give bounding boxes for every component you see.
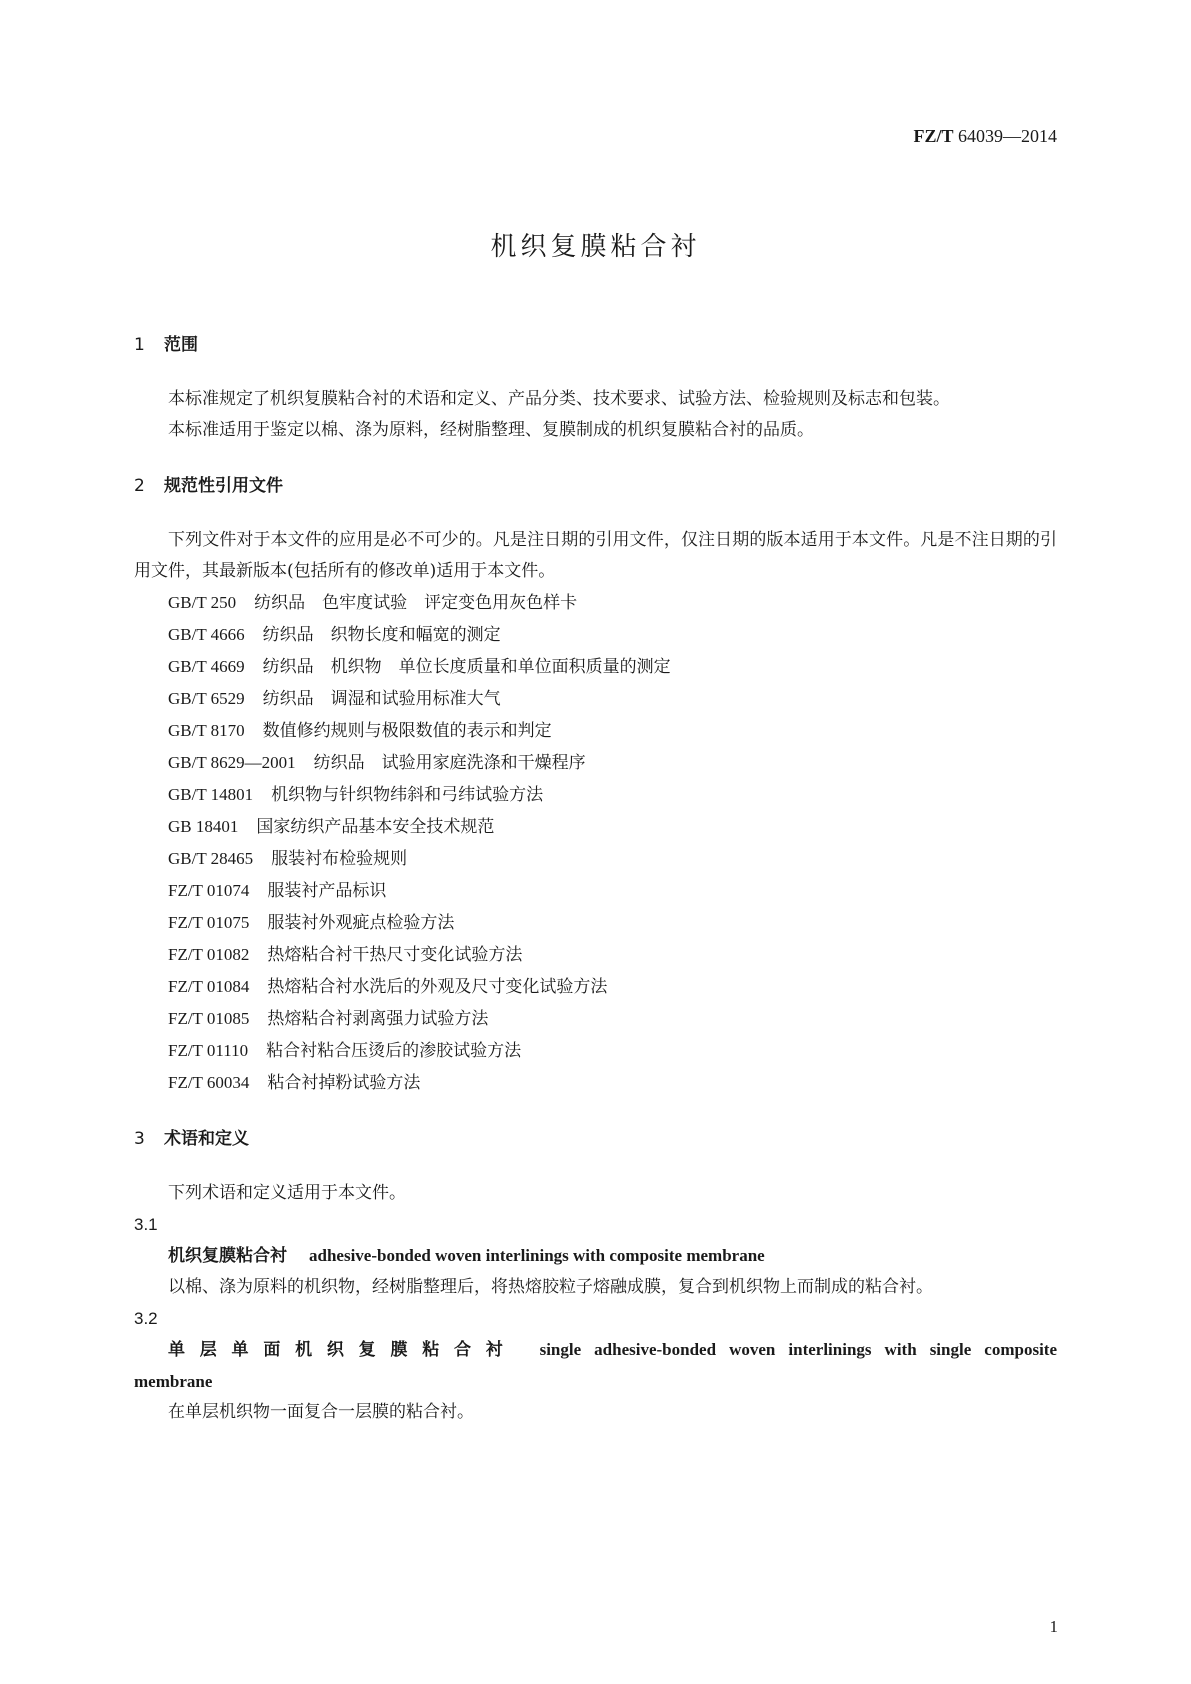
reference-title: 热熔粘合衬剥离强力试验方法 (267, 1009, 489, 1029)
reference-title: 纺织品 试验用家庭洗涤和干燥程序 (313, 753, 586, 773)
reference-item (134, 1035, 1057, 1067)
reference-title: 粘合衬粘合压烫后的渗胶试验方法 (266, 1041, 522, 1061)
scope-paragraph-1: 本标准规定了机织复膜粘合衬的术语和定义、产品分类、技术要求、试验方法、检验规则及标志和包装。 (168, 389, 950, 409)
term-heading (134, 1240, 1057, 1272)
section-title: 术语和定义 (164, 1129, 249, 1149)
reference-title: 纺织品 色牢度试验 评定变色用灰色样卡 (254, 593, 578, 613)
reference-item (134, 811, 1057, 843)
reference-item (134, 619, 1057, 651)
reference-item (134, 971, 1057, 1003)
reference-item (134, 875, 1057, 907)
reference-code: FZ/T 01082 (168, 945, 250, 964)
section-3-heading (134, 1124, 1057, 1155)
standard-code: 64039—2014 (958, 126, 1057, 146)
term-english: single adhesive-bonded woven interlinings with single composite (539, 1340, 1057, 1359)
reference-title: 服装衬外观疵点检验方法 (267, 913, 455, 933)
reference-item (134, 907, 1057, 939)
reference-item (134, 715, 1057, 747)
scope-paragraph-2: 本标准适用于鉴定以棉、涤为原料，经树脂整理、复膜制成的机织复膜粘合衬的品质。 (168, 420, 814, 440)
term-chinese: 单层单面机织复膜粘合衬 (168, 1340, 518, 1360)
section-number: 3 (134, 1129, 145, 1149)
reference-title: 热熔粘合衬干热尺寸变化试验方法 (267, 945, 523, 965)
term-heading (134, 1334, 1057, 1366)
reference-item (134, 747, 1057, 779)
section-1-heading (134, 330, 1057, 361)
term-english: adhesive-bonded woven interlinings with composite membrane (309, 1246, 765, 1265)
reference-title: 纺织品 织物长度和幅宽的测定 (262, 625, 501, 645)
section-number: 1 (134, 335, 145, 355)
section-2-heading (134, 471, 1057, 502)
reference-code: GB/T 6529 (168, 689, 245, 708)
section-title: 范围 (164, 335, 198, 355)
reference-code: FZ/T 01084 (168, 977, 250, 996)
term-english-continuation: membrane (134, 1372, 213, 1391)
document-title: 机织复膜粘合衬 (490, 232, 701, 262)
term-definition: 以棉、涤为原料的机织物，经树脂整理后，将热熔胶粒子熔融成膜，复合到机织物上而制成的粘合衬。 (168, 1277, 933, 1297)
reference-code: FZ/T 60034 (168, 1073, 250, 1092)
reference-title: 粘合衬掉粉试验方法 (267, 1073, 421, 1093)
reference-item (134, 779, 1057, 811)
term-chinese: 机织复膜粘合衬 (168, 1246, 287, 1266)
reference-code: GB/T 14801 (168, 785, 254, 804)
reference-title: 机织物与针织物纬斜和弓纬试验方法 (271, 785, 544, 805)
reference-code: GB/T 4669 (168, 657, 245, 676)
standard-number (913, 126, 1057, 147)
reference-code: GB/T 8170 (168, 721, 245, 740)
reference-code: GB/T 4666 (168, 625, 245, 644)
reference-item (134, 939, 1057, 971)
reference-code: GB/T 8629—2001 (168, 753, 296, 772)
reference-title: 热熔粘合衬水洗后的外观及尺寸变化试验方法 (267, 977, 608, 997)
page-number: 1 (1049, 1617, 1058, 1636)
standard-prefix: FZ/T (913, 126, 954, 146)
reference-code: GB/T 250 (168, 593, 237, 612)
term-number: 3.1 (134, 1215, 158, 1234)
reference-code: FZ/T 01074 (168, 881, 250, 900)
reference-code: FZ/T 01085 (168, 1009, 250, 1028)
reference-code: FZ/T 01110 (168, 1041, 249, 1060)
reference-item (134, 651, 1057, 683)
reference-code: GB/T 28465 (168, 849, 254, 868)
reference-code: GB 18401 (168, 817, 239, 836)
section-title: 规范性引用文件 (164, 476, 283, 496)
document-body (134, 330, 1057, 1428)
reference-title: 国家纺织产品基本安全技术规范 (256, 817, 495, 837)
reference-list (134, 587, 1057, 1099)
references-intro: 下列文件对于本文件的应用是必不可少的。凡是注日期的引用文件，仅注日期的版本适用于本文件。凡是不注日期的引用文件，其最新版本(包括所有的修改单)适用于本文件。 (134, 530, 1057, 581)
reference-item (134, 683, 1057, 715)
section-number: 2 (134, 476, 145, 496)
reference-title: 数值修约规则与极限数值的表示和判定 (262, 721, 552, 741)
reference-item (134, 1067, 1057, 1099)
reference-item (134, 1003, 1057, 1035)
reference-title: 服装衬产品标识 (267, 881, 387, 901)
reference-code: FZ/T 01075 (168, 913, 250, 932)
reference-title: 纺织品 调湿和试验用标准大气 (262, 689, 501, 709)
reference-item (134, 587, 1057, 619)
term-definition: 在单层机织物一面复合一层膜的粘合衬。 (168, 1402, 474, 1422)
term-number: 3.2 (134, 1309, 158, 1328)
terms-intro: 下列术语和定义适用于本文件。 (168, 1183, 406, 1203)
reference-item (134, 843, 1057, 875)
reference-title: 服装衬布检验规则 (271, 849, 408, 869)
reference-title: 纺织品 机织物 单位长度质量和单位面积质量的测定 (262, 657, 671, 677)
